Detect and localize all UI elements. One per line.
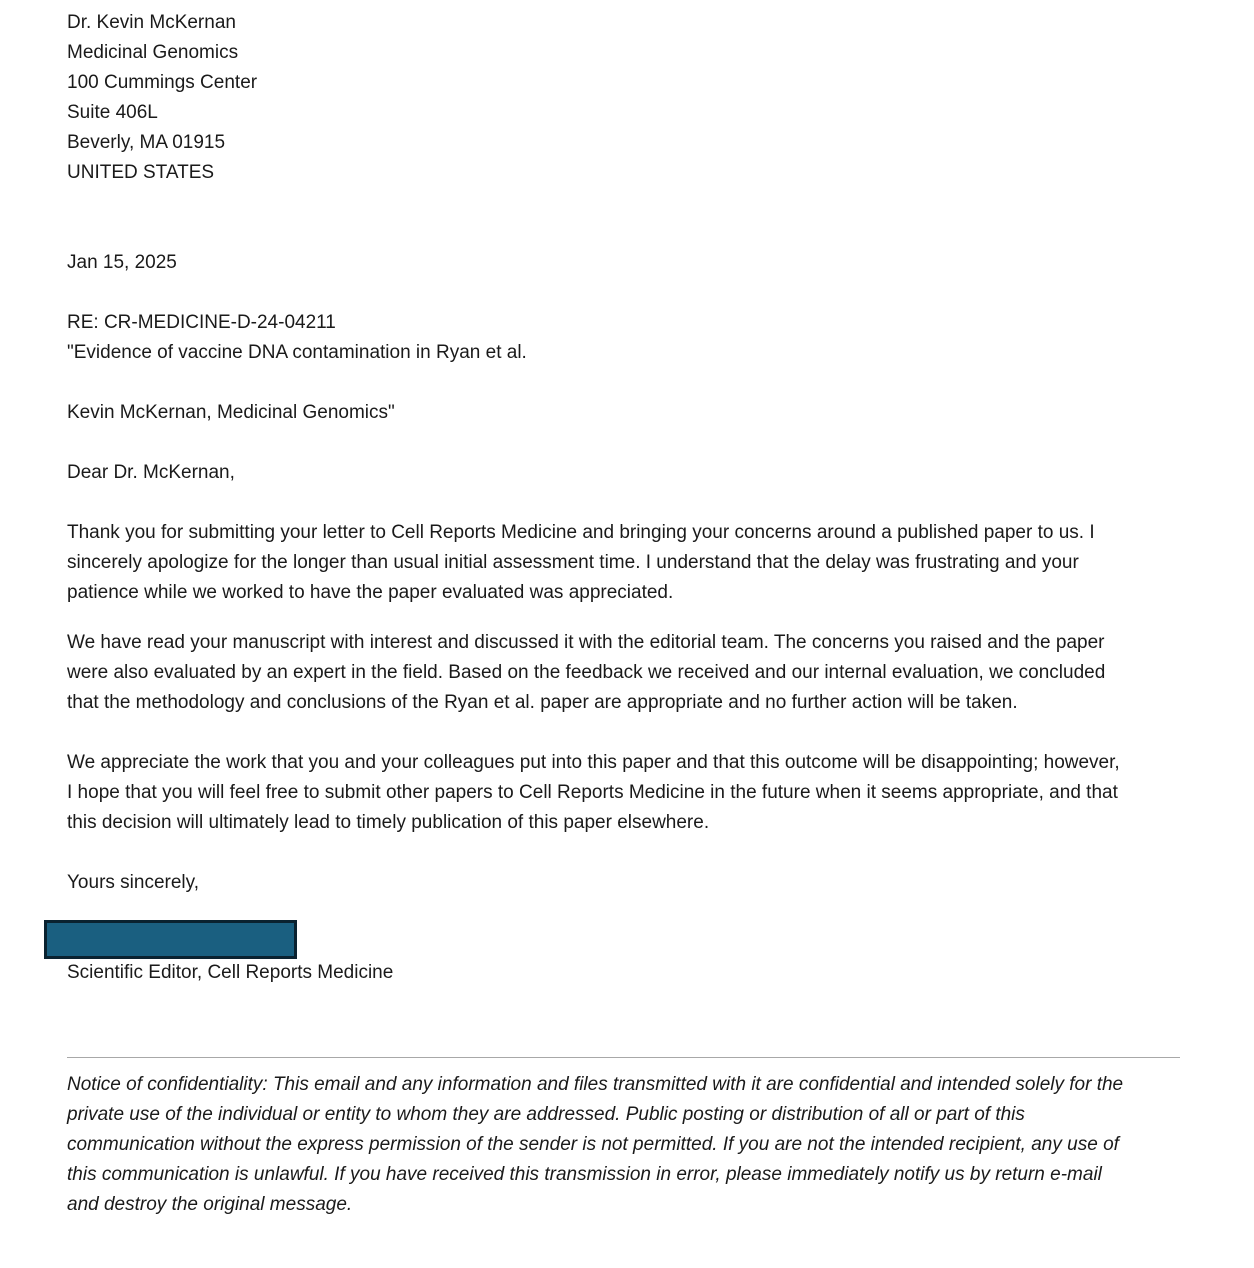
notice-line: this communication is unlawful. If you have received this transmission in error, please immediately notify us by return e-mail	[67, 1164, 1102, 1185]
closing: Yours sincerely,	[67, 872, 200, 893]
recipient-address	[67, 8, 1187, 188]
notice-line: communication without the express permission of the sender is not permitted. If you are not the intended recipient, any use of	[67, 1134, 1119, 1155]
paragraph-line: this decision will ultimately lead to timely publication of this paper elsewhere.	[67, 812, 710, 833]
redacted-signature-name	[44, 920, 297, 959]
confidentiality-notice	[67, 1070, 1187, 1220]
address-line: Beverly, MA 01915	[67, 132, 226, 153]
paragraph-line: Thank you for submitting your letter to Cell Reports Medicine and bringing your concerns around a published paper to us. I	[67, 522, 1095, 543]
reference-title: "Evidence of vaccine DNA contamination in Ryan et al.	[67, 342, 527, 363]
paragraph-line: sincerely apologize for the longer than usual initial assessment time. I understand that the delay was frustrating and your	[67, 552, 1079, 573]
paragraph-line: We appreciate the work that you and your colleagues put into this paper and that this outcome will be disappointing; however,	[67, 752, 1120, 773]
paragraph-line: that the methodology and conclusions of the Ryan et al. paper are appropriate and no further action will be taken.	[67, 692, 1018, 713]
paragraph-line: We have read your manuscript with interest and discussed it with the editorial team. The concerns you raised and the paper	[67, 632, 1105, 653]
address-line: Medicinal Genomics	[67, 42, 239, 63]
paragraph-line: were also evaluated by an expert in the field. Based on the feedback we received and our internal evaluation, we concluded	[67, 662, 1106, 683]
salutation: Dear Dr. McKernan,	[67, 462, 235, 483]
letter-date: Jan 15, 2025	[67, 252, 177, 273]
notice-line: Notice of confidentiality: This email and any information and files transmitted with it are confidential and intended solely for the	[67, 1074, 1124, 1095]
body-paragraph	[67, 628, 1187, 718]
address-line: 100 Cummings Center	[67, 72, 258, 93]
address-line: Suite 406L	[67, 102, 158, 123]
reference-number: RE: CR-MEDICINE-D-24-04211	[67, 312, 336, 333]
paragraph-line: I hope that you will feel free to submit other papers to Cell Reports Medicine in the future when it seems appropriate, and that	[67, 782, 1118, 803]
reference-block	[67, 308, 1187, 368]
address-line: UNITED STATES	[67, 162, 215, 183]
notice-line: private use of the individual or entity to whom they are addressed. Public posting or distribution of all or part of this	[67, 1104, 1025, 1125]
body-paragraph	[67, 518, 1187, 608]
reference-author: Kevin McKernan, Medicinal Genomics"	[67, 402, 395, 423]
notice-line: and destroy the original message.	[67, 1194, 353, 1215]
address-line: Dr. Kevin McKernan	[67, 12, 236, 33]
body-paragraph	[67, 748, 1187, 838]
paragraph-line: patience while we worked to have the paper evaluated was appreciated.	[67, 582, 674, 603]
divider	[67, 1057, 1180, 1058]
signature-title: Scientific Editor, Cell Reports Medicine	[67, 962, 394, 983]
